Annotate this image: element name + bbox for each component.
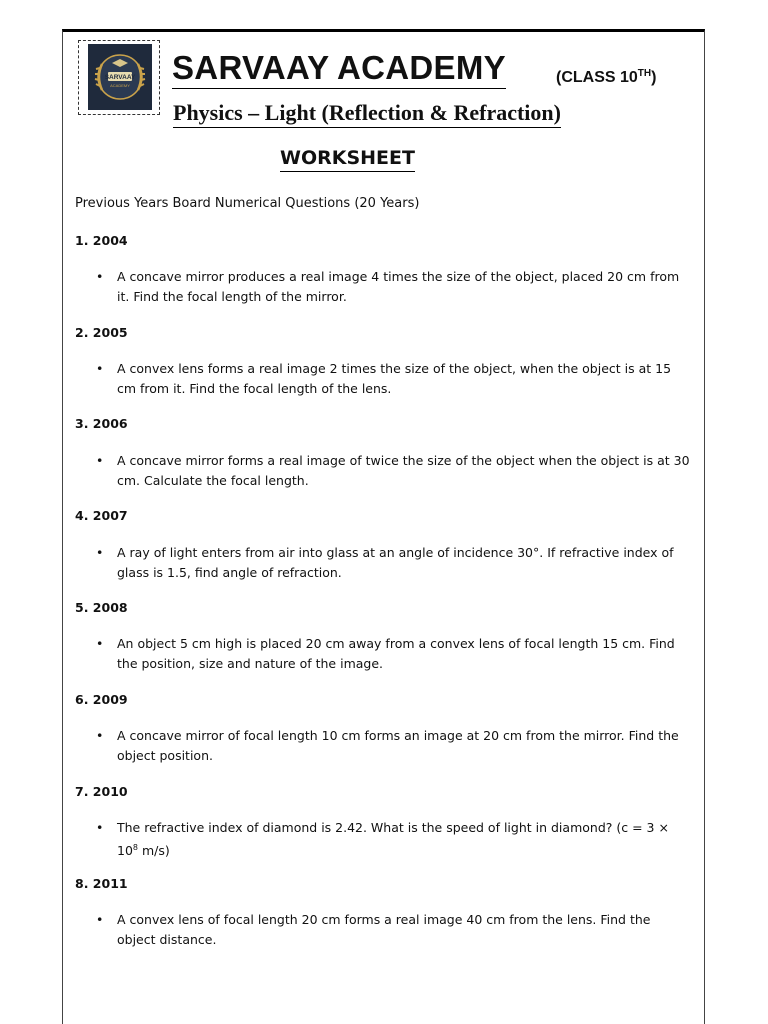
question-heading: 2. 2005 <box>75 325 128 340</box>
page-border <box>62 29 705 1024</box>
question-text: A ray of light enters from air into glass at an angle of incidence 30°. If refractive index of glass is 1.5, find angle of refraction. <box>117 545 674 580</box>
class-label <box>556 64 656 88</box>
question-heading: 8. 2011 <box>75 876 128 891</box>
question-text-part: The refractive index of diamond is 2.42. What is the speed of light in diamond? (c = 3 × 10 <box>117 820 669 858</box>
question-item <box>96 359 696 398</box>
question-item <box>96 910 696 949</box>
bullet-icon: • <box>96 728 104 743</box>
bullet-icon: • <box>96 820 104 835</box>
question-text: A concave mirror of focal length 10 cm forms an image at 20 cm from the mirror. Find the object position. <box>117 728 679 763</box>
question-heading: 5. 2008 <box>75 600 128 615</box>
svg-text:ACADEMY: ACADEMY <box>110 83 130 88</box>
question-item <box>96 818 696 860</box>
question-text-part: m/s) <box>138 842 170 858</box>
bullet-icon: • <box>96 636 104 651</box>
question-item <box>96 543 696 582</box>
academy-logo <box>88 44 152 110</box>
academy-title: SARVAAY ACADEMY <box>172 48 506 89</box>
question-item <box>96 267 696 306</box>
question-item <box>96 451 696 490</box>
question-text: An object 5 cm high is placed 20 cm away from a convex lens of focal length 15 cm. Find the position, size and nature of the image. <box>117 636 675 671</box>
bullet-icon: • <box>96 453 104 468</box>
worksheet-title: WORKSHEET <box>280 146 415 172</box>
bullet-icon: • <box>96 361 104 376</box>
question-heading: 1. 2004 <box>75 233 128 248</box>
question-item <box>96 726 696 765</box>
intro-text: Previous Years Board Numerical Questions (20 Years) <box>75 196 420 211</box>
class-label-prefix: (CLASS 10 <box>556 69 638 86</box>
question-heading: 6. 2009 <box>75 692 128 707</box>
bullet-icon: • <box>96 545 104 560</box>
question-text: A convex lens of focal length 20 cm forms a real image 40 cm from the lens. Find the object distance. <box>117 912 651 947</box>
class-label-suffix: ) <box>651 69 657 86</box>
laurel-emblem-icon <box>88 44 152 110</box>
question-heading: 7. 2010 <box>75 784 128 799</box>
question-text: A convex lens forms a real image 2 times the size of the object, when the object is at 15 cm from it. Find the focal length of the lens. <box>117 361 672 396</box>
svg-text:SARVAAY: SARVAAY <box>104 74 136 81</box>
question-text <box>117 818 692 860</box>
question-heading: 4. 2007 <box>75 508 128 523</box>
subject-title: Physics – Light (Reflection & Refraction) <box>173 99 561 128</box>
question-text: A concave mirror forms a real image of twice the size of the object when the object is at 30 cm. Calculate the focal length. <box>117 453 690 488</box>
bullet-icon: • <box>96 269 104 284</box>
question-heading: 3. 2006 <box>75 416 128 431</box>
question-text: A concave mirror produces a real image 4 times the size of the object, placed 20 cm from it. Find the focal length of the mirror. <box>117 269 680 304</box>
question-item <box>96 634 696 673</box>
question-text-exponent: 8 <box>132 842 138 852</box>
bullet-icon: • <box>96 912 104 927</box>
class-label-sup: TH <box>637 68 652 79</box>
